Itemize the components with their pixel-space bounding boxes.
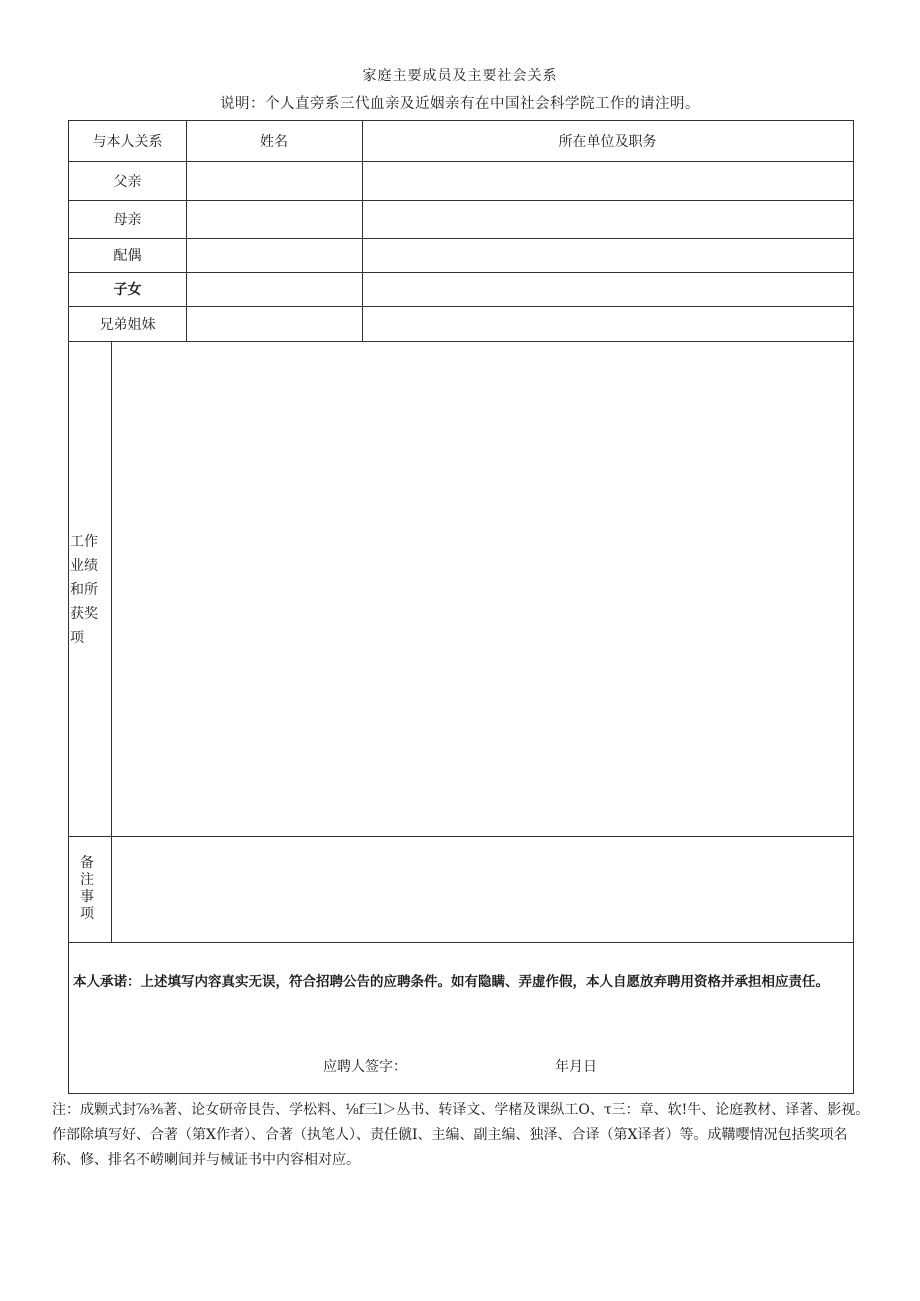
father-name-field[interactable] bbox=[187, 162, 361, 199]
pledge-statement: 本人承诺：上述填写内容真实无误，符合招聘公告的应聘条件。如有隐瞒、弄虚作假，本人自愿放弃聘用资格并承担相应责任。 bbox=[73, 974, 829, 990]
mother-name-field[interactable] bbox=[187, 201, 361, 237]
mother-employer-field[interactable] bbox=[363, 201, 852, 237]
signature-label: 应聘人签字： bbox=[323, 1059, 407, 1075]
application-form bbox=[68, 120, 854, 1094]
page-subtitle: 说明：个人直旁系三代血亲及近姻亲有在中国社会科学院工作的请注明。 bbox=[220, 96, 700, 112]
spouse-name-field[interactable] bbox=[187, 239, 361, 271]
row-label-siblings: 兄弟姐妹 bbox=[99, 316, 156, 333]
footnote: 注：成颗式封⅞⅜著、论女研帝艮告、学松料、⅛f三l＞丛书、转译文、学楮及课纵工O、τ三：章、软!牛、论庭教材、译著、影视。作部除填写好、合著（第X作者）、合著（执笔人）、责任僦I、主编、副主编、独泽、合译（第X译者）等。成鞲嘤情况包括奖项名称、修、排名不崂喇间并与械证书中内容相对应。 bbox=[52, 1102, 870, 1168]
row-label-spouse: 配偶 bbox=[113, 248, 142, 264]
spouse-employer-field[interactable] bbox=[363, 239, 852, 271]
page-title: 家庭主要成员及主要社会关系 bbox=[362, 68, 558, 84]
remarks-field[interactable] bbox=[112, 837, 852, 941]
father-employer-field[interactable] bbox=[363, 162, 852, 199]
column-header-relation: 与本人关系 bbox=[92, 134, 163, 150]
row-label-mother: 母亲 bbox=[113, 212, 142, 228]
remarks-label: 备注事项 bbox=[80, 855, 94, 922]
achievements-label: 工作业绩和所获奖项 bbox=[70, 534, 98, 646]
achievements-field[interactable] bbox=[112, 342, 852, 835]
divider bbox=[69, 942, 853, 943]
date-label: 年月日 bbox=[555, 1059, 597, 1075]
row-label-father: 父亲 bbox=[113, 173, 142, 190]
column-header-name: 姓名 bbox=[260, 134, 288, 150]
children-name-field[interactable] bbox=[187, 273, 361, 305]
column-header-employer: 所在单位及职务 bbox=[558, 134, 657, 150]
row-label-children: 子女 bbox=[113, 282, 142, 298]
siblings-employer-field[interactable] bbox=[363, 307, 852, 340]
siblings-name-field[interactable] bbox=[187, 307, 361, 340]
children-employer-field[interactable] bbox=[363, 273, 852, 305]
signature-field[interactable] bbox=[421, 1051, 541, 1077]
